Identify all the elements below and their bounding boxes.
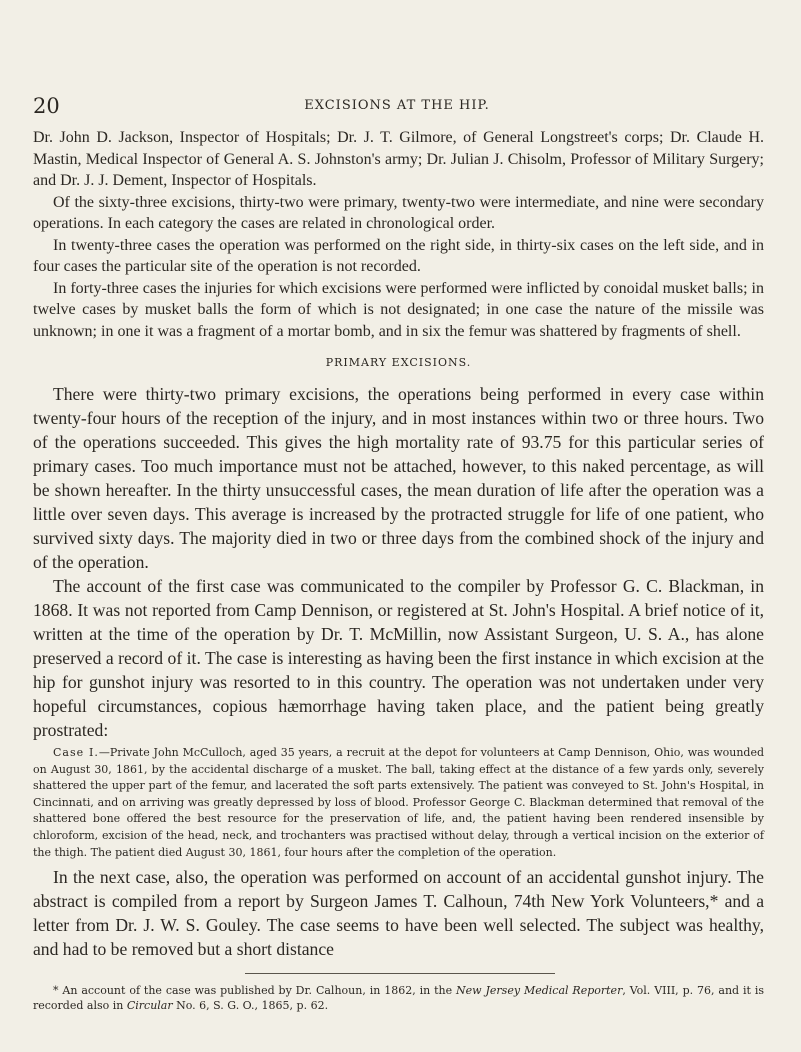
running-head: EXCISIONS AT THE HIP. [304,98,490,113]
footnote-circular: Circular [126,999,173,1013]
footnote-divider [245,973,555,974]
page-number: 20 [33,94,60,118]
case-report [33,745,764,861]
intro-paragraph: In forty-three cases the injuries for which excisions were performed were inflicted by conoidal musket balls; in twelve cases by musket balls the form of which is not designated; in one case the nature of the missile was unknown; in one it was a fragment of a mortar bomb, and in six the femur was shattered by fragments of shell. [33,279,764,340]
footnote-text: No. 6, S. G. O., 1865, p. 62. [172,999,329,1013]
body-paragraph: In the next case, also, the operation was performed on account of an accidental gunshot injury. The abstract is compiled from a report by Surgeon James T. Calhoun, 74th New York Volunteers,* and a letter from Dr. J. W. S. Gouley. The case seems to have been well selected. The subject was healthy, and had to be removed but a short distance [33,867,764,960]
case-lead: Case I. [53,746,99,759]
footnote-text: * An account of the case was published by Dr. Calhoun, in 1862, in the [53,984,457,997]
case-text: —Private John McCulloch, aged 35 years, a recruit at the depot for volunteers at Camp Dennison, Ohio, was wounded on August 30, 1861, by the accidental discharge of a musket. The ball, taking effect at the distance of a few yards only, severely shattered the upper part of the femur, and lacerated the soft parts extensively. The patient was conveyed to St. John's Hospital, in Cincinnati, and on arriving was greatly depressed by loss of blood. Professor George C. Blackman determined that removal of the shattered bone offered the best resource for the preservation of life, and, the patient having been rendered insensible by chloroform, excision of the head, neck, and trochanters was practised without delay, through a vertical incision on the exterior of the thigh. The patient died August 30, 1861, four hours after the completion of the operation. [33,746,765,859]
body-paragraph: There were thirty-two primary excisions, the operations being performed in every case within twenty-four hours of the reception of the injury, and in most instances within two or three hours. Two of the operations succeeded. This gives the high mortality rate of 93.75 for this particular series of primary cases. Too much importance must not be attached, however, to this naked percentage, as will be shown hereafter. In the thirty unsuccessful cases, the mean duration of life after the operation was a little over seven days. This average is increased by the protracted struggle for life of one patient, who survived sixty days. The majority died in two or three days from the combined shock of the injury and of the operation. [33,384,764,572]
intro-paragraph: Of the sixty-three excisions, thirty-two were primary, twenty-two were intermediate, and nine were secondary operations. In each category the cases are related in chronological order. [33,193,764,232]
page-header [33,94,761,118]
footnote-text: , Vol. VIII, p. 76, and it is recorded also in [33,984,765,1013]
intro-paragraph: In twenty-three cases the operation was performed on the right side, in thirty-six cases on the left side, and in four cases the particular site of the operation is not recorded. [33,236,764,275]
section-heading: PRIMARY EXCISIONS. [325,356,472,369]
page-body [33,127,764,961]
intro-paragraph: Dr. John D. Jackson, Inspector of Hospitals; Dr. J. T. Gilmore, of General Longstreet's corps; Dr. Claude H. Mastin, Medical Inspector of General A. S. Johnston's army; Dr. Julian J. Chisolm, Professor of Military Surgery; and Dr. J. J. Dement, Inspector of Hospitals. [33,129,764,189]
footnote [33,983,764,1014]
footnote-journal: New Jersey Medical Reporter [456,984,623,997]
body-paragraph: The account of the first case was communicated to the compiler by Professor G. C. Blackman, in 1868. It was not reported from Camp Dennison, or registered at St. John's Hospital. A brief notice of it, written at the time of the operation by Dr. T. McMillin, now Assistant Surgeon, U. S. A., has alone preserved a record of it. The case is interesting as having been the first instance in which excision at the hip for gunshot injury was resorted to in this country. The operation was not undertaken under very hopeful circumstances, copious hæmorrhage having taken place, and the patient being greatly prostrated: [33,576,764,740]
